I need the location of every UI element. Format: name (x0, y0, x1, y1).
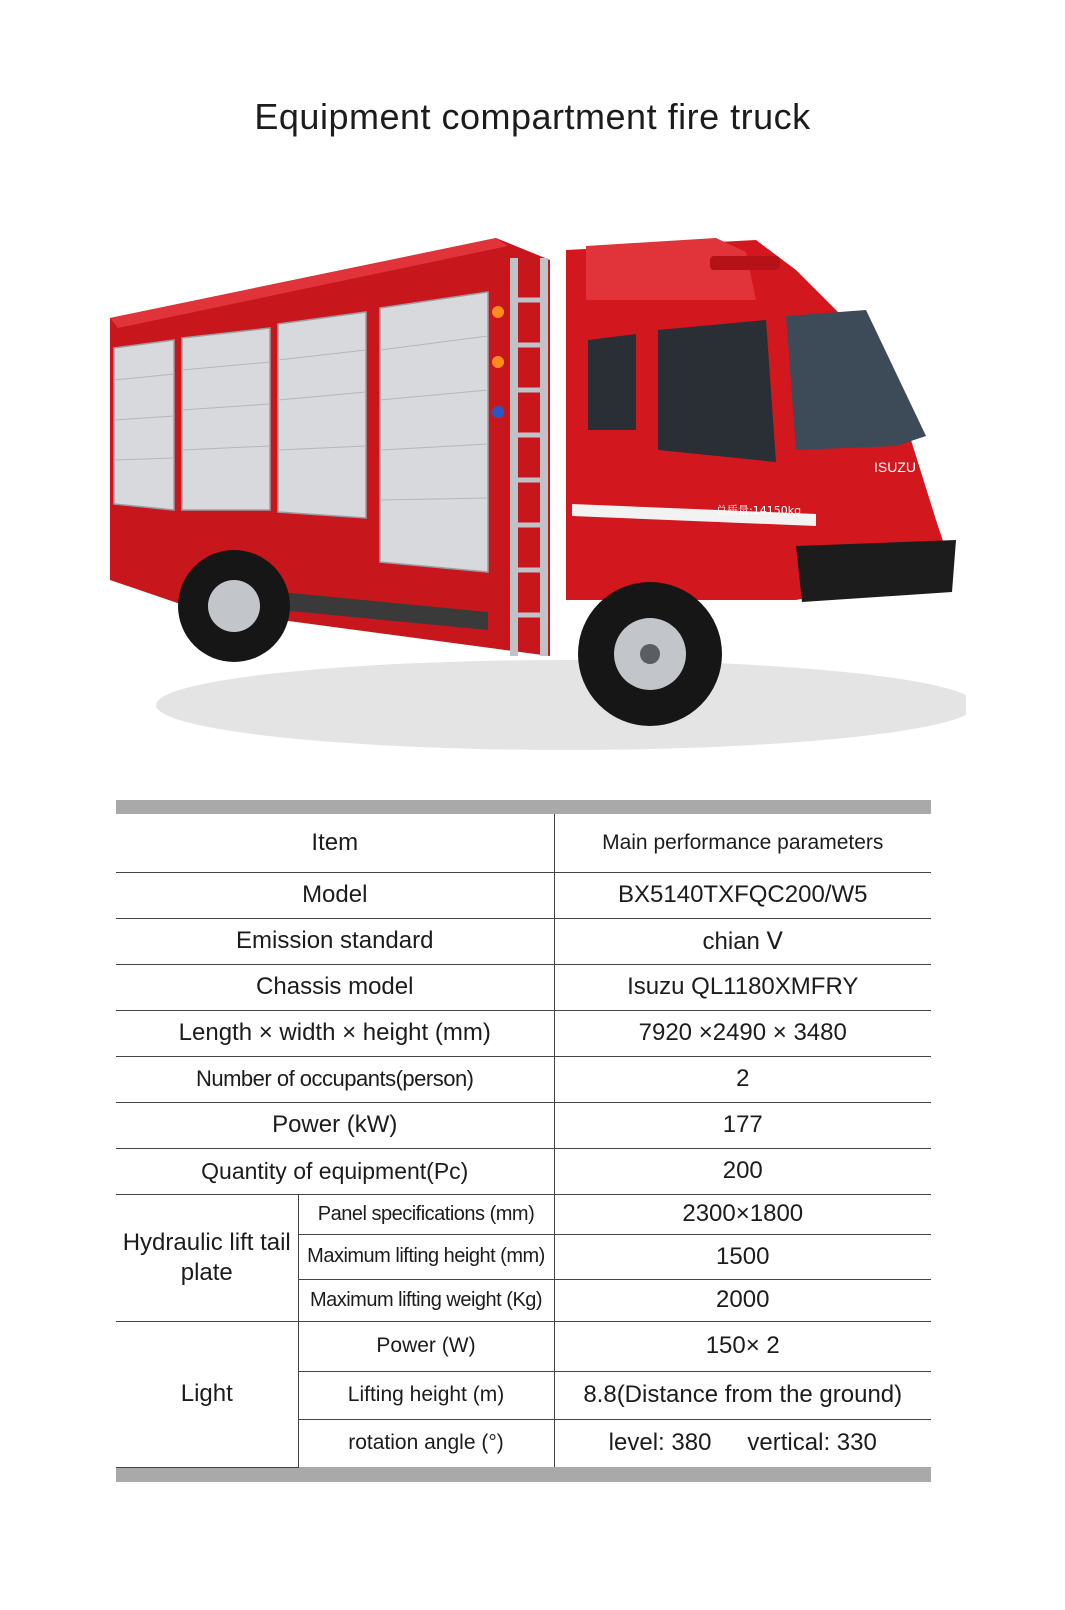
row-value: 2 (554, 1056, 931, 1102)
row-value: chian Ⅴ (554, 918, 931, 964)
row-value: 2000 (554, 1279, 931, 1321)
hydraulic-group-label: Hydraulic lift tail plate (116, 1194, 298, 1321)
table-header-row (116, 814, 931, 872)
light-group-label: Light (116, 1321, 298, 1467)
rear-wheel (178, 550, 290, 662)
row-item: Panel specifications (mm) (298, 1194, 554, 1234)
row-item: Number of occupants(person) (116, 1056, 554, 1102)
header-params: Main performance parameters (554, 814, 931, 872)
row-item: Length × width × height (mm) (116, 1010, 554, 1056)
row-value: 150× 2 (554, 1321, 931, 1371)
table-row (116, 1102, 931, 1148)
row-value: 1500 (554, 1234, 931, 1279)
row-value: 200 (554, 1148, 931, 1194)
row-item: Lifting height (m) (298, 1371, 554, 1419)
table-row (116, 1148, 931, 1194)
row-item: Chassis model (116, 964, 554, 1010)
table-row (116, 872, 931, 918)
fire-truck-illustration (96, 200, 966, 760)
row-item: Model (116, 872, 554, 918)
table-row (116, 1321, 931, 1371)
rotation-vertical: vertical: 330 (747, 1429, 877, 1457)
row-item: Quantity of equipment(Pc) (116, 1148, 554, 1194)
spec-table (116, 800, 931, 1482)
cab-badge: ISUZU (874, 459, 916, 475)
header-item: Item (116, 814, 554, 872)
row-value: 2300×1800 (554, 1194, 931, 1234)
row-value: BX5140TXFQC200/W5 (554, 872, 931, 918)
row-value: 177 (554, 1102, 931, 1148)
rotation-level: level: 380 (608, 1429, 712, 1457)
rotation-value (554, 1419, 931, 1467)
row-item: Power (W) (298, 1321, 554, 1371)
row-value: 7920 ×2490 × 3480 (554, 1010, 931, 1056)
table-row (116, 918, 931, 964)
table-bottom-band (116, 1467, 931, 1482)
row-item: rotation angle (°) (298, 1419, 554, 1467)
row-value: 8.8(Distance from the ground) (554, 1371, 931, 1419)
row-value: Isuzu QL1180XMFRY (554, 964, 931, 1010)
row-item: Maximum lifting weight (Kg) (298, 1279, 554, 1321)
table-row (116, 1194, 931, 1234)
door-text: 总质量:14150kg (716, 504, 802, 517)
table-top-band (116, 800, 931, 814)
row-item: Maximum lifting height (mm) (298, 1234, 554, 1279)
page-title: Equipment compartment fire truck (254, 96, 811, 137)
front-wheel (578, 582, 722, 726)
table-row (116, 1010, 931, 1056)
table-row (116, 964, 931, 1010)
row-item: Power (kW) (116, 1102, 554, 1148)
row-item: Emission standard (116, 918, 554, 964)
fire-truck-image (96, 200, 966, 760)
table-row (116, 1056, 931, 1102)
